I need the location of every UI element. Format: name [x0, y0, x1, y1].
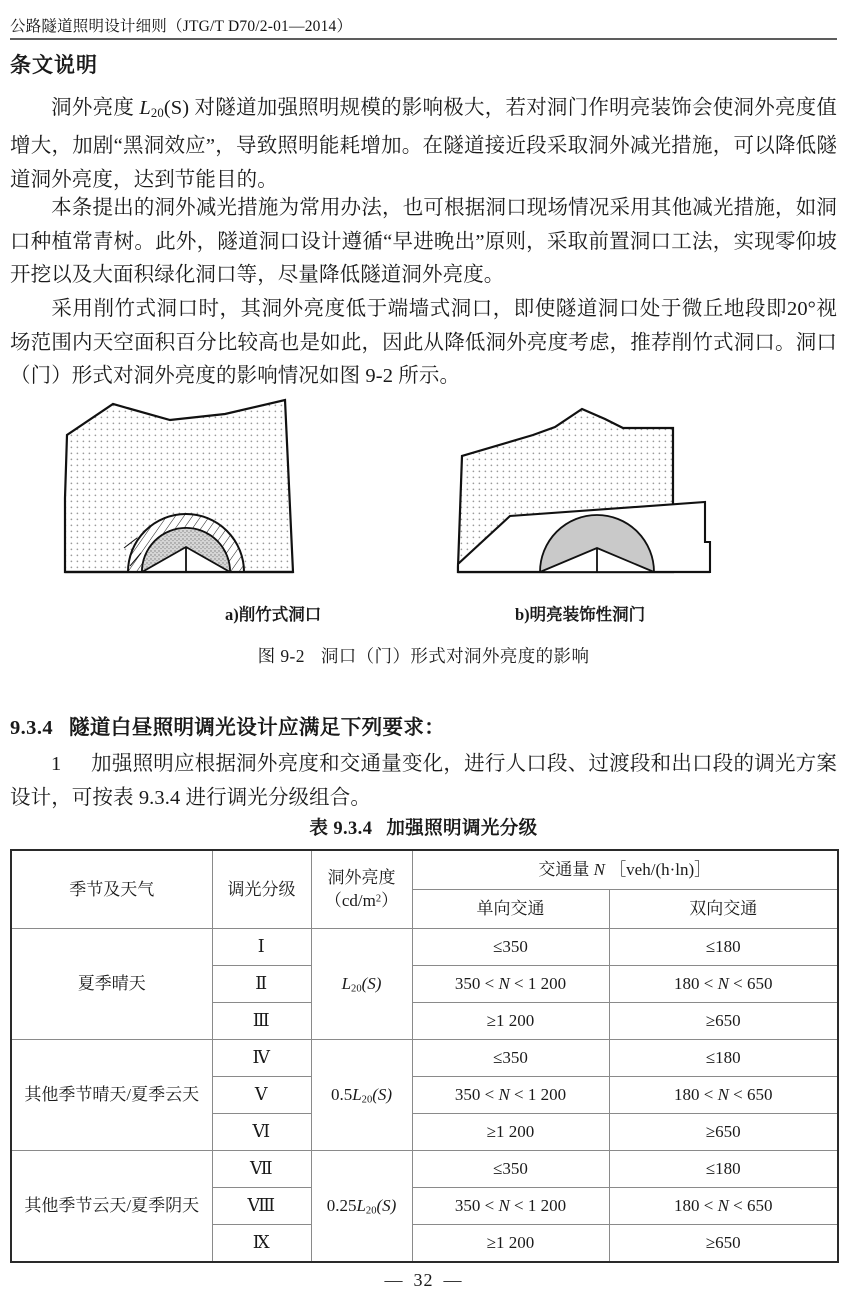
- figure-caption: [10, 643, 837, 668]
- folio-dash-left: —: [384, 1270, 404, 1290]
- header-oneway-traffic: 单向交通: [412, 890, 609, 929]
- header-outside-luminance-line1: 洞外亮度: [327, 867, 396, 887]
- paragraph-3: [10, 293, 837, 394]
- cell-dimming-grade: Ⅶ: [212, 1151, 311, 1188]
- range-suffix: < 1 200: [509, 974, 567, 994]
- figure-sublabels: [10, 601, 837, 623]
- luminance-symbol-arg: (S): [361, 973, 382, 993]
- folio-dash-right: —: [443, 1270, 463, 1290]
- luminance-coefficient: 0.5: [330, 1084, 353, 1104]
- luminance-symbol-sub: 20: [361, 1094, 373, 1106]
- luminance-symbol-sub: 20: [351, 983, 362, 995]
- table-title-number: 表 9.3.4: [309, 819, 373, 839]
- clause-heading-text: 隧道白昼照明调光设计应满足下列要求：: [69, 717, 446, 739]
- range-prefix: 350 <: [454, 1085, 499, 1105]
- unit-prefix: （cd/m: [324, 890, 376, 910]
- luminance-symbol-L: L: [356, 1195, 366, 1215]
- cell-season: 其他季节云天/夏季阴天: [11, 1151, 212, 1263]
- paragraph-1-rest: (S) 对隧道加强照明规模的影响极大，若对洞门作明亮装饰会使洞外亮度值增大，加剧“黑洞效应”，导致照明能耗增加。在隧道接近段采取洞外减光措施，可以降低隧道洞外亮度，达到节能目的。: [10, 97, 837, 191]
- clause-heading-9-3-4: [10, 710, 445, 740]
- figure-9-2-drawing: [10, 398, 837, 598]
- range-symbol-N: N: [498, 974, 510, 994]
- range-suffix: < 650: [728, 974, 773, 994]
- table-title: [0, 814, 847, 840]
- range-symbol-N: N: [717, 1085, 729, 1105]
- cell-twoway-traffic: ≤180: [609, 929, 838, 966]
- range-suffix: < 650: [728, 1196, 773, 1216]
- cell-dimming-grade: Ⅷ: [212, 1188, 311, 1225]
- paragraph-2: [10, 192, 837, 293]
- paragraph-item-1: [10, 748, 837, 815]
- page-folio: [0, 1270, 847, 1291]
- header-outside-luminance-line2: [312, 890, 412, 913]
- running-head-code: （JTG/T D70/2-01—2014）: [167, 18, 353, 35]
- header-twoway-traffic: 双向交通: [609, 890, 838, 929]
- cell-oneway-traffic: [412, 1077, 609, 1114]
- table-9-3-4: [10, 849, 839, 1263]
- range-prefix: 180 <: [673, 1085, 718, 1105]
- range-prefix: 180 <: [673, 1196, 718, 1216]
- cell-dimming-grade: Ⅴ: [212, 1077, 311, 1114]
- cell-dimming-grade: Ⅰ: [212, 929, 311, 966]
- cell-outside-luminance: [311, 929, 412, 1040]
- luminance-symbol-sub: 20: [365, 1205, 377, 1217]
- header-outside-luminance: [311, 850, 412, 929]
- cell-oneway-traffic: ≥1 200: [412, 1114, 609, 1151]
- paragraph-item-1-text: 加强照明应根据洞外亮度和交通量变化，进行人口段、过渡段和出口段的调光方案设计，可按表 9.3.4 进行调光分级组合。: [10, 753, 837, 809]
- section-title: 条文说明: [10, 53, 98, 77]
- paragraph-1: [10, 92, 837, 197]
- cell-outside-luminance: [311, 1040, 412, 1151]
- unit-exponent: 2: [375, 892, 382, 904]
- paragraph-2-text: 本条提出的洞外减光措施为常用办法，也可根据洞口现场情况采用其他减光措施，如洞口种植常青树。此外，隧道洞口设计遵循“早进晚出”原则，采取前置洞口工法，实现零仰坡开挖以及大面积绿化洞口等，尽量降低隧道洞外亮度。: [10, 197, 837, 286]
- luminance-symbol-L: L: [352, 1084, 362, 1104]
- cell-twoway-traffic: [609, 966, 838, 1003]
- range-symbol-N: N: [717, 974, 729, 994]
- cell-twoway-traffic: ≥650: [609, 1003, 838, 1040]
- header-rule: [10, 38, 837, 40]
- luminance-symbol-L: L: [341, 973, 352, 993]
- table-row: [11, 1151, 838, 1188]
- paragraph-3-text: 采用削竹式洞口时，其洞外亮度低于端墙式洞口，即使隧道洞口处于微丘地段即20°视场范围内天空面积百分比较高也是如此，因此从降低洞外亮度考虑，推荐削竹式洞口。洞口（门）形式对洞外亮度的影响情况如图 9-2 所示。: [10, 298, 837, 387]
- table-row: [11, 929, 838, 966]
- header-traffic-volume: [412, 850, 838, 890]
- cell-twoway-traffic: [609, 1077, 838, 1114]
- range-prefix: 180 <: [673, 974, 718, 994]
- table-row: [11, 1040, 838, 1077]
- figure-caption-number: 图 9-2: [257, 646, 305, 666]
- figure-caption-text: 洞口（门）形式对洞外亮度的影响: [320, 646, 590, 666]
- range-prefix: 350 <: [454, 1196, 499, 1216]
- range-symbol-N: N: [498, 1196, 510, 1216]
- cell-twoway-traffic: ≥650: [609, 1114, 838, 1151]
- cell-dimming-grade: Ⅲ: [212, 1003, 311, 1040]
- running-head-title: 公路隧道照明设计细则: [10, 18, 168, 35]
- list-item-number: 1: [51, 753, 62, 775]
- figure-9-2: [10, 398, 837, 678]
- range-symbol-N: N: [717, 1196, 729, 1216]
- luminance-symbol-arg: (S): [376, 1195, 397, 1215]
- header-dimming-grade: 调光分级: [212, 850, 311, 929]
- cell-oneway-traffic: [412, 966, 609, 1003]
- range-symbol-N: N: [498, 1085, 510, 1105]
- running-head: [10, 14, 352, 36]
- page-number: 32: [413, 1270, 434, 1290]
- range-suffix: < 650: [728, 1085, 773, 1105]
- range-suffix: < 1 200: [509, 1196, 567, 1216]
- cell-dimming-grade: Ⅵ: [212, 1114, 311, 1151]
- traffic-symbol-N: N: [593, 860, 605, 880]
- cell-dimming-grade: Ⅱ: [212, 966, 311, 1003]
- luminance-symbol-arg: (S): [372, 1084, 393, 1104]
- figure-b-group: [458, 409, 710, 572]
- table-title-text: 加强照明调光分级: [386, 819, 538, 839]
- cell-twoway-traffic: ≤180: [609, 1040, 838, 1077]
- cell-twoway-traffic: ≥650: [609, 1225, 838, 1263]
- cell-oneway-traffic: ≤350: [412, 1040, 609, 1077]
- symbol-L20-sub: 20: [150, 105, 164, 120]
- figure-sublabel-b: b)明亮装饰性洞门: [515, 605, 646, 624]
- cell-oneway-traffic: ≥1 200: [412, 1225, 609, 1263]
- clause-number: 9.3.4: [10, 717, 53, 739]
- cell-twoway-traffic: ≤180: [609, 1151, 838, 1188]
- symbol-L20-var: L: [139, 97, 151, 119]
- luminance-coefficient: 0.25: [326, 1195, 357, 1215]
- cell-outside-luminance: [311, 1151, 412, 1263]
- figure-sublabel-a: a)削竹式洞口: [225, 605, 322, 624]
- cell-oneway-traffic: ≥1 200: [412, 1003, 609, 1040]
- table-header-row-1: [11, 850, 838, 890]
- cell-season: 其他季节晴天/夏季云天: [11, 1040, 212, 1151]
- cell-season: 夏季晴天: [11, 929, 212, 1040]
- cell-oneway-traffic: ≤350: [412, 929, 609, 966]
- header-season: 季节及天气: [11, 850, 212, 929]
- cell-oneway-traffic: ≤350: [412, 1151, 609, 1188]
- cell-dimming-grade: Ⅸ: [212, 1225, 311, 1263]
- paragraph-1-lead: 洞外亮度: [51, 97, 140, 119]
- range-prefix: 350 <: [454, 974, 499, 994]
- figure-a-group: [65, 400, 293, 572]
- traffic-label-unit: ［veh/(h·ln)］: [604, 860, 712, 880]
- unit-suffix: ）: [381, 890, 399, 910]
- cell-twoway-traffic: [609, 1188, 838, 1225]
- cell-oneway-traffic: [412, 1188, 609, 1225]
- cell-dimming-grade: Ⅳ: [212, 1040, 311, 1077]
- range-suffix: < 1 200: [509, 1085, 567, 1105]
- traffic-label-prefix: 交通量: [538, 860, 594, 880]
